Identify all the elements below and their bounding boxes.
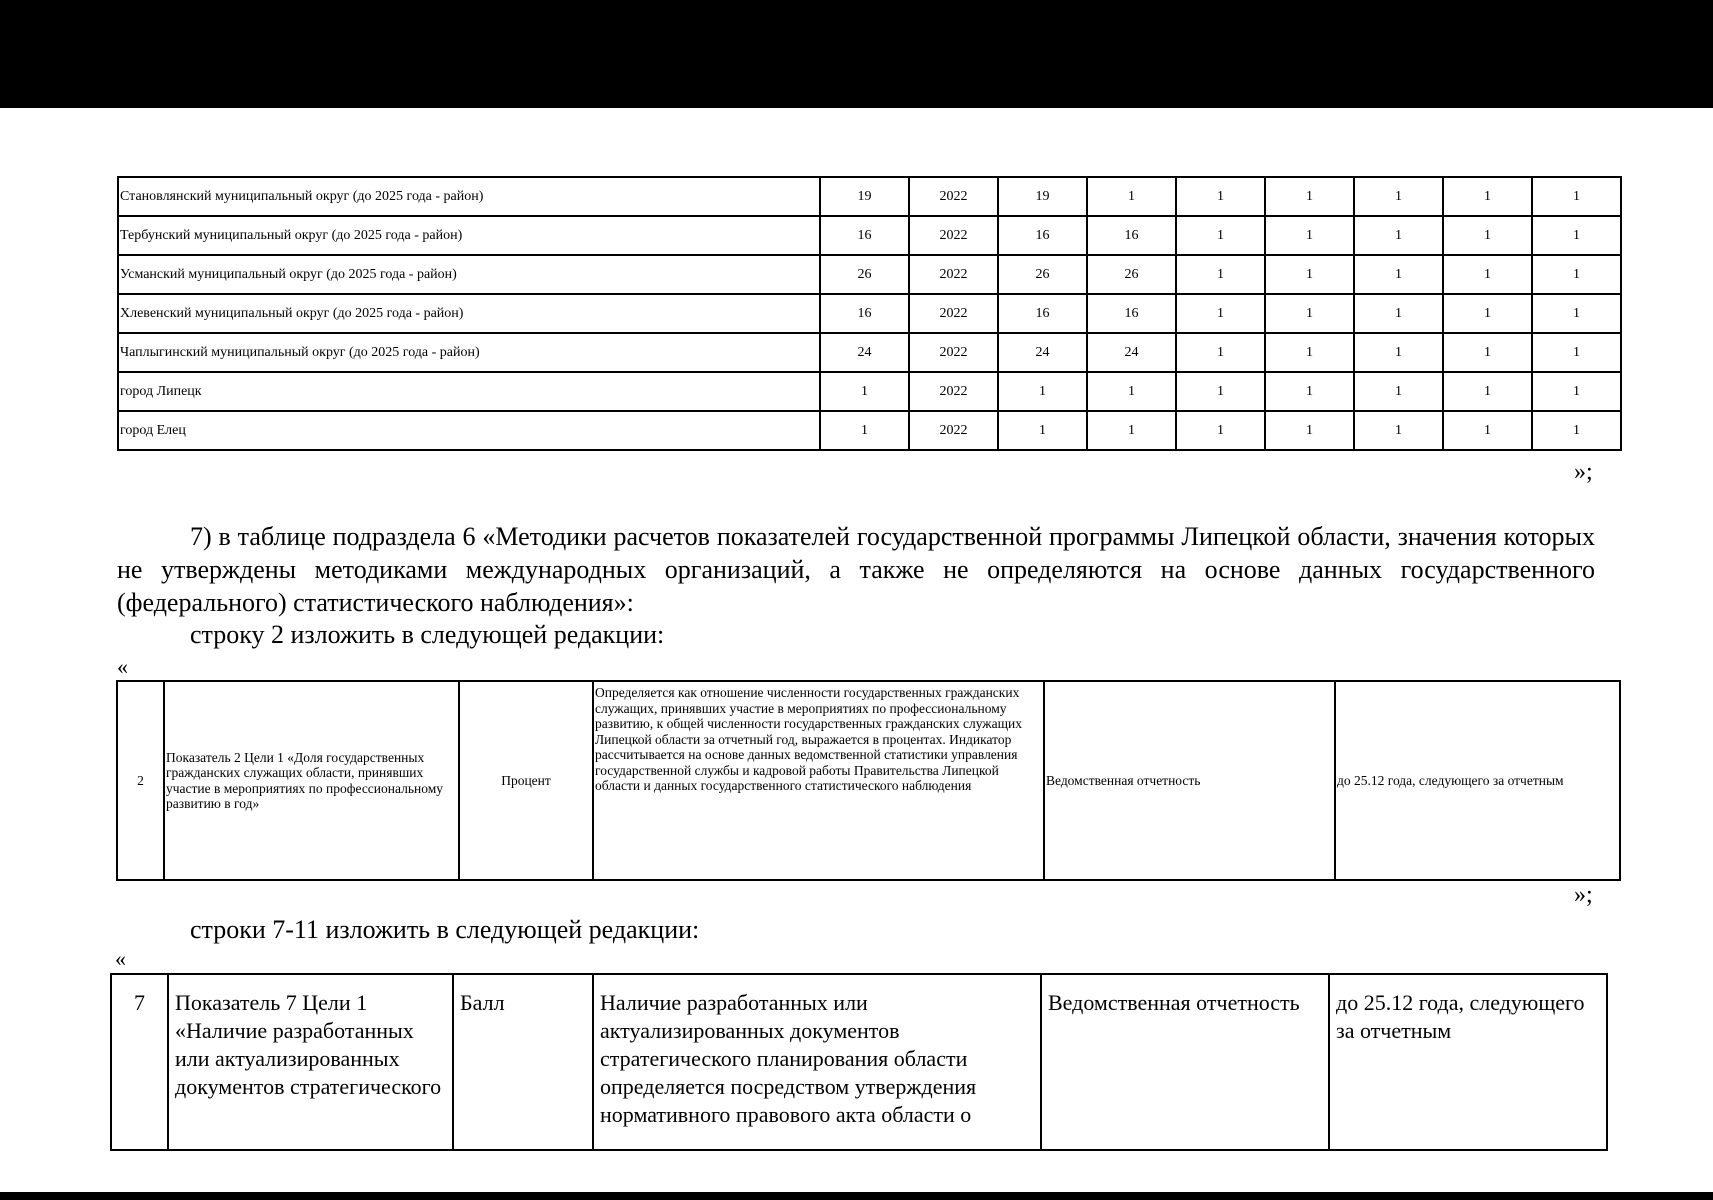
unit: Балл [453, 974, 593, 1150]
table-cell: 1 [1265, 411, 1354, 450]
municipality-name: Усманский муниципальный округ (до 2025 года - район) [118, 255, 820, 294]
municipal-indicators-table [117, 176, 1622, 451]
scan-top-border [0, 0, 1713, 108]
table-cell: 1 [1265, 294, 1354, 333]
calculation-method: Наличие разработанных или актуализированных документов стратегического планирования области определяется посредством утверждения нормативного правового акта области о [593, 974, 1041, 1150]
closing-quote: »; [1574, 459, 1593, 485]
table-cell: 26 [998, 255, 1087, 294]
table-cell: 26 [1087, 255, 1176, 294]
table-row [118, 333, 1621, 372]
table-cell: 1 [998, 411, 1087, 450]
table-cell: 16 [998, 216, 1087, 255]
table-row [118, 177, 1621, 216]
table-cell: 1 [1443, 216, 1532, 255]
table-cell: 19 [998, 177, 1087, 216]
table-row [118, 255, 1621, 294]
municipality-name: город Липецк [118, 372, 820, 411]
scan-bottom-border [0, 1192, 1713, 1200]
table-cell: 1 [1265, 177, 1354, 216]
data-source: Ведомственная отчетность [1041, 974, 1329, 1150]
table-cell: 1 [1087, 177, 1176, 216]
table-row [117, 681, 1620, 880]
table-cell: 1 [1265, 372, 1354, 411]
table-cell: 24 [820, 333, 909, 372]
table-cell: 1 [1443, 177, 1532, 216]
table-cell: 1 [1354, 294, 1443, 333]
table-cell: 1 [1443, 294, 1532, 333]
table-cell: 2022 [909, 333, 998, 372]
table-cell: 1 [1265, 216, 1354, 255]
closing-quote: »; [1574, 882, 1593, 908]
row-number: 7 [111, 974, 168, 1150]
table-cell: 1 [1265, 333, 1354, 372]
table-cell: 1 [1532, 177, 1621, 216]
table-cell: 24 [998, 333, 1087, 372]
table-cell: 1 [1087, 411, 1176, 450]
table-cell: 2022 [909, 177, 998, 216]
deadline: до 25.12 года, следующего за отчетным [1329, 974, 1607, 1150]
municipality-name: Хлевенский муниципальный округ (до 2025 года - район) [118, 294, 820, 333]
table-cell: 1 [1176, 333, 1265, 372]
table-cell: 1 [1443, 255, 1532, 294]
method-table-row-2 [116, 680, 1621, 881]
table-cell: 2022 [909, 216, 998, 255]
table-cell: 16 [1087, 294, 1176, 333]
table-row [118, 294, 1621, 333]
table-cell: 1 [1176, 411, 1265, 450]
table-cell: 2022 [909, 294, 998, 333]
table-cell: 1 [1354, 216, 1443, 255]
table-cell: 2022 [909, 255, 998, 294]
table-cell: 1 [1176, 372, 1265, 411]
calculation-method: Определяется как отношение численности государственных гражданских служащих, принявших участие в мероприятиях по профессиональному развитию, к общей численности государственных гражданских служащих Липецкой области за отчетный год, выражается в процентах. Индикатор рассчитывается на основе данных ведомственной статистики управления государственной службы и кадровой работы Правительства Липецкой области и данных государственного статистического наблюдения [593, 681, 1044, 880]
table-cell: 1 [1354, 333, 1443, 372]
municipality-name: город Елец [118, 411, 820, 450]
municipality-name: Чаплыгинский муниципальный округ (до 2025 года - район) [118, 333, 820, 372]
table-cell: 1 [1532, 216, 1621, 255]
table-cell: 1 [1265, 255, 1354, 294]
opening-quote: « [115, 946, 126, 971]
data-source: Ведомственная отчетность [1044, 681, 1335, 880]
table-row [118, 216, 1621, 255]
table-cell: 1 [1354, 177, 1443, 216]
instruction-rows-7-11: строки 7-11 изложить в следующей редакции: [190, 915, 700, 944]
table-cell: 1 [1532, 255, 1621, 294]
table-cell: 1 [1176, 294, 1265, 333]
instruction-row-2: строку 2 изложить в следующей редакции: [190, 620, 665, 649]
unit: Процент [459, 681, 593, 880]
table-cell: 16 [820, 294, 909, 333]
table-cell: 1 [1354, 255, 1443, 294]
table-cell: 1 [1532, 333, 1621, 372]
table-cell: 26 [820, 255, 909, 294]
table-cell: 24 [1087, 333, 1176, 372]
row-number: 2 [117, 681, 164, 880]
deadline: до 25.12 года, следующего за отчетным [1335, 681, 1620, 880]
opening-quote: « [117, 654, 128, 679]
indicator-name: Показатель 7 Цели 1 «Наличие разработанных или актуализированных документов стратегического [168, 974, 453, 1150]
table-cell: 2022 [909, 411, 998, 450]
paragraph-7: 7) в таблице подраздела 6 «Методики расчетов показателей государственной программы Липецкой области, значения которых не утверждены методиками международных организаций, а также не определяются на основе данных государственного (федерального) статистического наблюдения»: [117, 522, 1595, 617]
table-cell: 1 [820, 411, 909, 450]
table-cell: 1 [1176, 177, 1265, 216]
table-cell: 2022 [909, 372, 998, 411]
table-cell: 16 [1087, 216, 1176, 255]
table-row [118, 411, 1621, 450]
table-row [111, 974, 1607, 1150]
table-cell: 16 [820, 216, 909, 255]
indicator-name: Показатель 2 Цели 1 «Доля государственных гражданских служащих области, принявших участие в мероприятиях по профессиональному развитию в год» [164, 681, 459, 880]
method-table-row-7 [110, 973, 1608, 1151]
table-cell: 1 [1532, 372, 1621, 411]
table-cell: 1 [998, 372, 1087, 411]
table-cell: 1 [1354, 372, 1443, 411]
table-cell: 1 [1176, 216, 1265, 255]
table-cell: 1 [1354, 411, 1443, 450]
table-cell: 1 [1443, 372, 1532, 411]
municipality-name: Тербунский муниципальный округ (до 2025 года - район) [118, 216, 820, 255]
municipality-name: Становлянский муниципальный округ (до 2025 года - район) [118, 177, 820, 216]
table-row [118, 372, 1621, 411]
table-cell: 16 [998, 294, 1087, 333]
table-cell: 1 [1532, 411, 1621, 450]
table-cell: 1 [1176, 255, 1265, 294]
table-cell: 1 [1532, 294, 1621, 333]
table-cell: 1 [820, 372, 909, 411]
table-cell: 1 [1443, 333, 1532, 372]
table-cell: 1 [1087, 372, 1176, 411]
table-cell: 1 [1443, 411, 1532, 450]
table-cell: 19 [820, 177, 909, 216]
